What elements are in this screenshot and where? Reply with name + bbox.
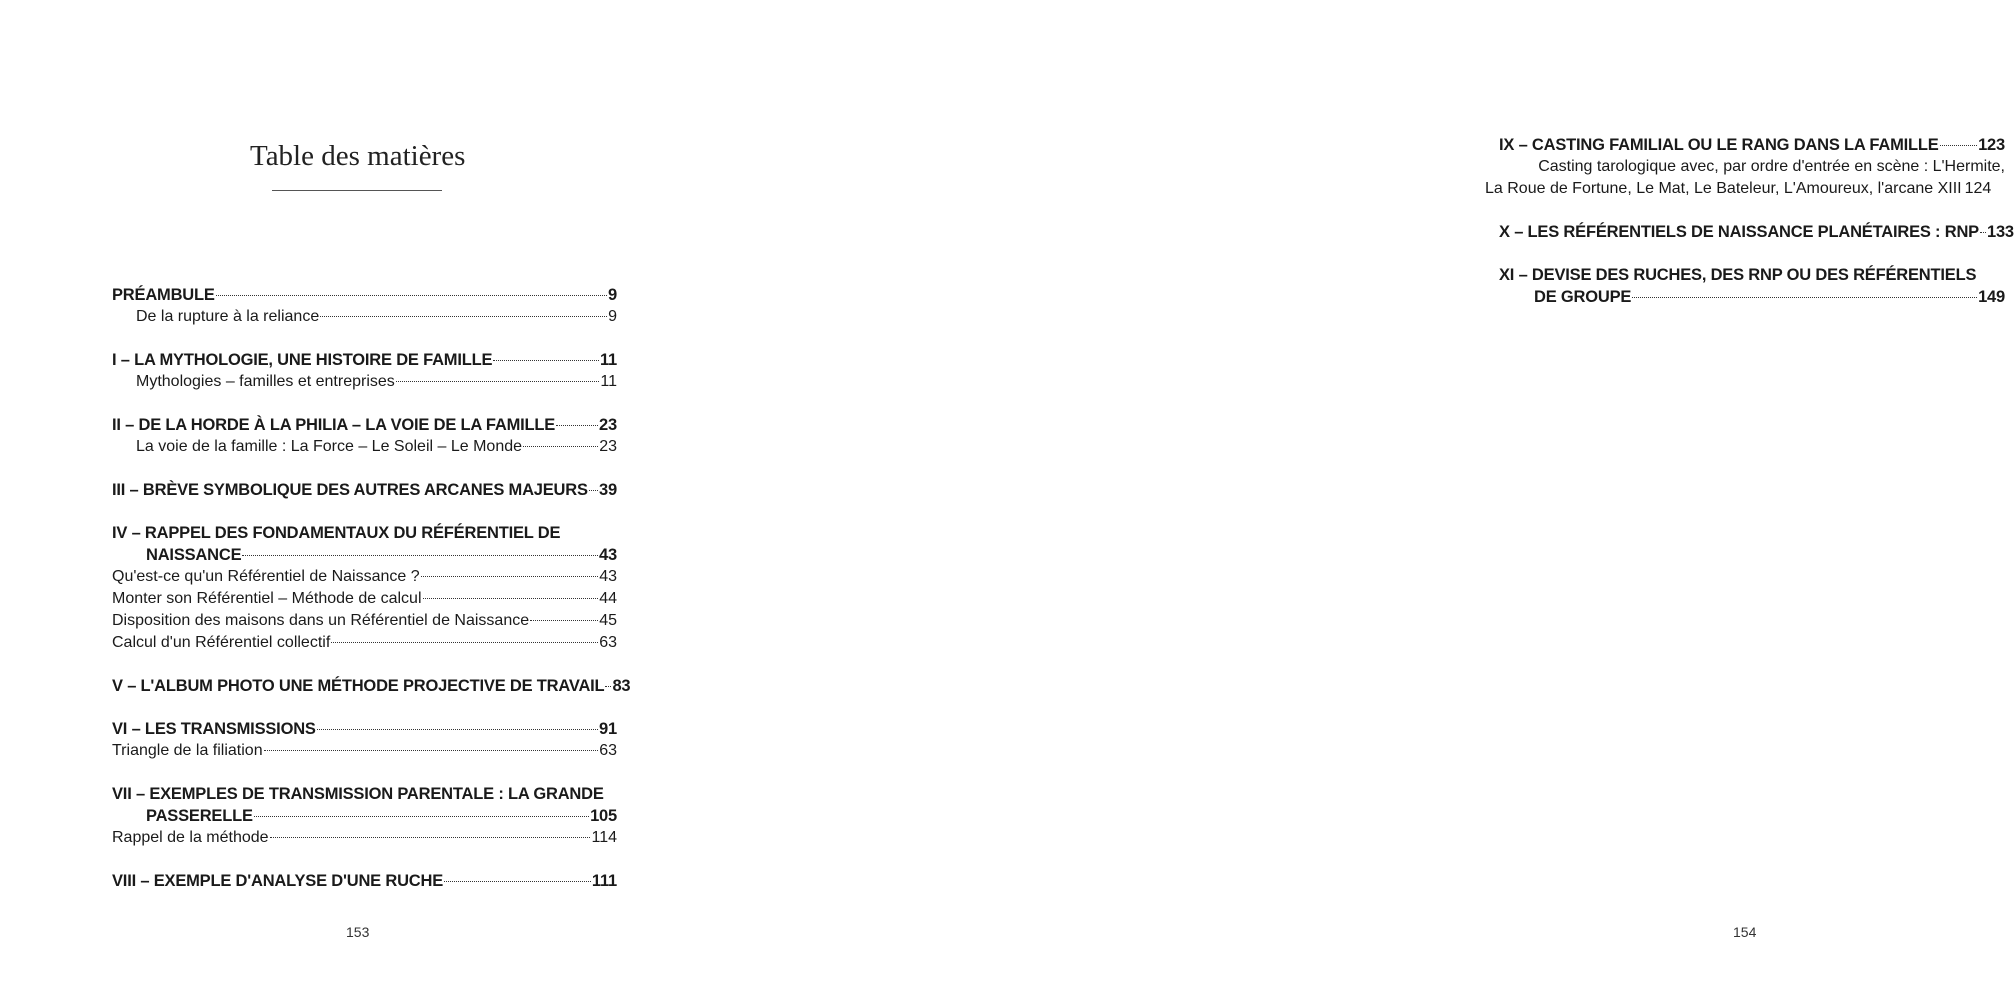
toc-entry-title: Rappel de la méthode (112, 829, 269, 846)
toc-entry-title: X – LES RÉFÉRENTIELS DE NAISSANCE PLANÉTAIRES : RNP (1499, 223, 1979, 241)
toc-entry-title: Qu'est-ce qu'un Référentiel de Naissance ? (112, 568, 420, 585)
toc-entry-title-line2: NAISSANCE (146, 546, 242, 564)
toc-chapter-2[interactable] (112, 414, 617, 436)
toc-section[interactable] (112, 566, 617, 588)
toc-page-number: 105 (590, 807, 617, 825)
toc-page-number: 133 (1986, 223, 2014, 241)
toc-section[interactable] (112, 740, 617, 762)
toc-page-number: 11 (599, 351, 617, 369)
toc-chapter-11[interactable] (1485, 264, 2005, 308)
toc-section[interactable] (112, 306, 617, 328)
toc-entry-title-line1: XI – DEVISE DES RUCHES, DES RNP OU DES RÉFÉRENTIELS (1499, 266, 1977, 284)
toc-entry-title: VI – LES TRANSMISSIONS (112, 720, 316, 738)
toc-chapter-8[interactable] (112, 870, 617, 892)
page-number-footer: 154 (1733, 924, 1757, 940)
toc-page-number: 123 (1978, 136, 2005, 154)
left-page (0, 0, 700, 990)
toc-entry-title-line2: La Roue de Fortune, Le Mat, Le Bateleur, L'Amoureux, l'arcane XIII (1485, 180, 1962, 197)
toc-page-number: 63 (599, 634, 617, 651)
dot-leader (396, 381, 600, 382)
toc-chapter-10[interactable] (1485, 221, 2014, 243)
toc-entry-title: Triangle de la filiation (112, 742, 263, 759)
dot-leader (270, 837, 591, 838)
toc-entry-title-line1: Casting tarologique avec, par ordre d'entrée en scène : L'Hermite, (1538, 158, 2005, 175)
toc-entry-title: IX – CASTING FAMILIAL OU LE RANG DANS LA FAMILLE (1499, 136, 1939, 154)
toc-entry-title: PRÉAMBULE (112, 286, 215, 304)
toc-chapter-preambule[interactable] (112, 284, 617, 306)
table-of-contents-left (112, 284, 631, 892)
toc-page-number: 45 (599, 612, 617, 629)
toc-page-number: 23 (599, 416, 617, 434)
dot-leader (493, 360, 599, 361)
dot-leader (1980, 232, 1986, 233)
toc-page-number: 9 (608, 286, 617, 304)
dot-leader (421, 576, 599, 577)
dot-leader (320, 316, 607, 317)
dot-leader (317, 729, 598, 730)
toc-entry-title: VIII – EXEMPLE D'ANALYSE D'UNE RUCHE (112, 872, 444, 890)
dot-leader (216, 295, 607, 296)
toc-page-number: 9 (608, 308, 617, 325)
page-number-footer: 153 (346, 924, 370, 940)
toc-chapter-5[interactable] (112, 675, 631, 697)
toc-chapter-9[interactable] (1485, 134, 2005, 156)
dot-leader (331, 642, 598, 643)
dot-leader (444, 881, 591, 882)
dot-leader (423, 598, 599, 599)
dot-leader (1940, 145, 1977, 146)
toc-entry-title: Mythologies – familles et entreprises (136, 373, 395, 390)
title-underline (272, 190, 442, 191)
toc-entry-title: Calcul d'un Référentiel collectif (112, 634, 331, 651)
toc-entry-title: Disposition des maisons dans un Référentiel de Naissance (112, 612, 530, 629)
dot-leader (589, 490, 598, 491)
page-title: Table des matières (250, 140, 466, 172)
dot-leader (530, 620, 598, 621)
toc-page-number: 83 (612, 677, 631, 695)
right-page (700, 0, 2014, 990)
toc-page-number: 114 (591, 829, 617, 846)
toc-section[interactable] (112, 436, 617, 458)
toc-entry-title: I – LA MYTHOLOGIE, UNE HISTOIRE DE FAMILLE (112, 351, 493, 369)
toc-chapter-6[interactable] (112, 718, 617, 740)
toc-chapter-1[interactable] (112, 349, 617, 371)
toc-chapter-3[interactable] (112, 479, 617, 501)
toc-page-number: 149 (1978, 288, 2005, 306)
toc-entry-title-line1: VII – EXEMPLES DE TRANSMISSION PARENTALE : LA GRANDE (112, 785, 604, 803)
dot-leader (242, 555, 598, 556)
dot-leader (1632, 297, 1977, 298)
toc-page-number: 91 (599, 720, 617, 738)
toc-entry-title-line2: PASSERELLE (146, 807, 253, 825)
toc-entry-title: De la rupture à la reliance (136, 308, 320, 325)
toc-section[interactable] (1485, 156, 2005, 200)
toc-page-number: 11 (600, 373, 617, 390)
toc-page-number: 111 (591, 872, 617, 890)
toc-entry-title-line1: IV – RAPPEL DES FONDAMENTAUX DU RÉFÉRENTIEL DE (112, 524, 561, 542)
toc-page-number: 43 (599, 568, 617, 585)
toc-entry-title: Monter son Référentiel – Méthode de calcul (112, 590, 422, 607)
toc-chapter-4[interactable] (112, 522, 617, 566)
toc-page-number: 124 (1964, 180, 1992, 197)
toc-page-number: 44 (599, 590, 617, 607)
toc-entry-title: V – L'ALBUM PHOTO UNE MÉTHODE PROJECTIVE DE TRAVAIL (112, 677, 605, 695)
dot-leader (605, 686, 611, 687)
toc-section[interactable] (112, 610, 617, 632)
toc-section[interactable] (112, 827, 617, 849)
table-of-contents-right (1485, 134, 2014, 308)
toc-entry-title: La voie de la famille : La Force – Le Soleil – Le Monde (136, 438, 523, 455)
toc-section[interactable] (112, 588, 617, 610)
toc-page-number: 63 (599, 742, 617, 759)
toc-entry-title: II – DE LA HORDE À LA PHILIA – LA VOIE DE LA FAMILLE (112, 416, 556, 434)
toc-entry-title: III – BRÈVE SYMBOLIQUE DES AUTRES ARCANES MAJEURS (112, 481, 588, 499)
toc-page-number: 43 (599, 546, 617, 564)
dot-leader (556, 425, 598, 426)
toc-page-number: 39 (599, 481, 617, 499)
dot-leader (254, 816, 589, 817)
toc-chapter-7[interactable] (112, 783, 617, 827)
toc-section[interactable] (112, 632, 617, 654)
toc-page-number: 23 (599, 438, 617, 455)
toc-entry-title-line2: DE GROUPE (1534, 288, 1632, 306)
dot-leader (264, 750, 599, 751)
dot-leader (523, 446, 598, 447)
toc-section[interactable] (112, 371, 617, 393)
